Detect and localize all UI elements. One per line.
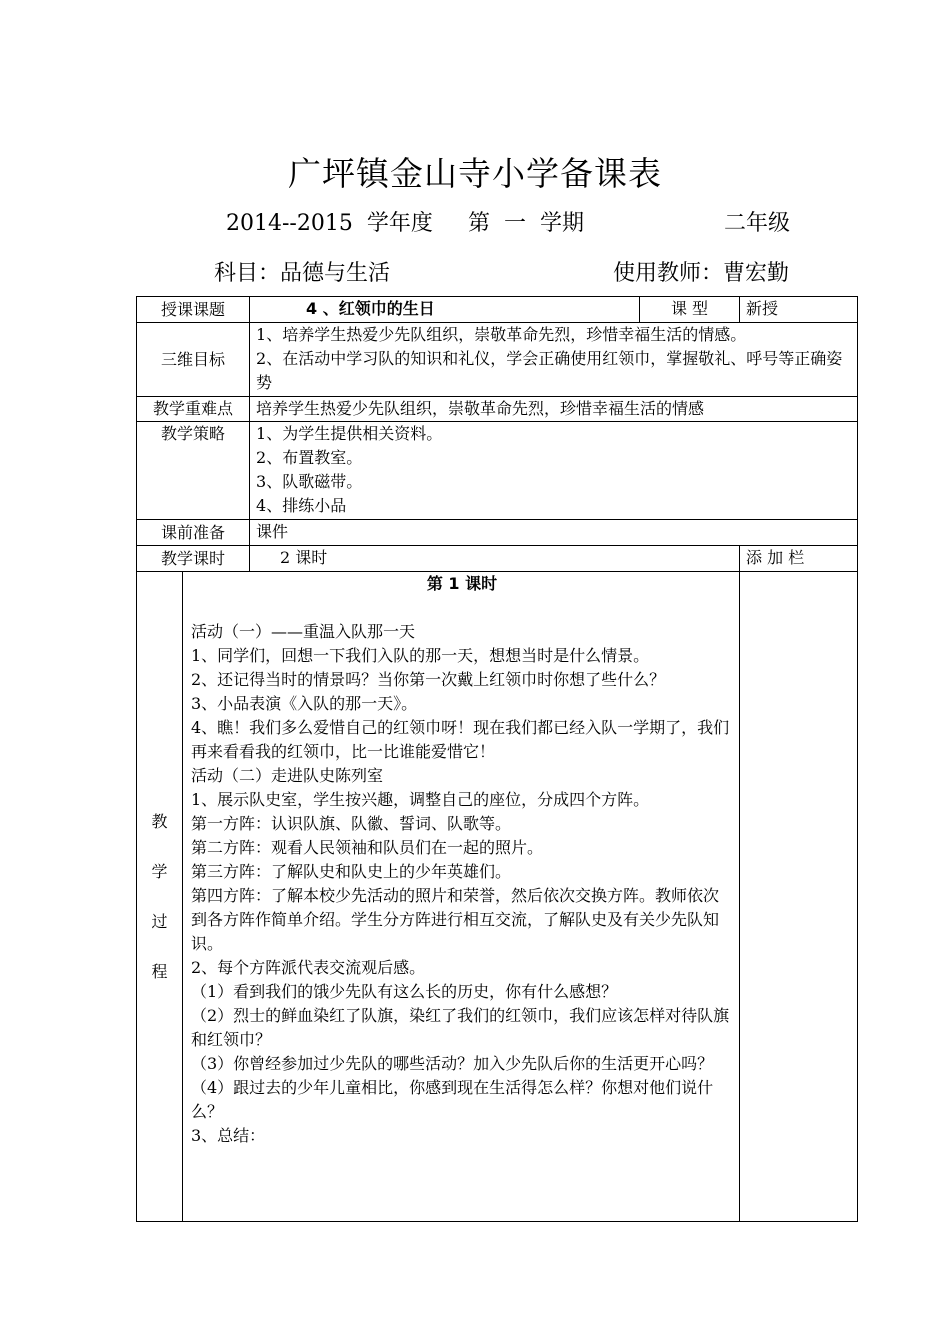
strategy-item: 4、排练小品 [256, 496, 347, 515]
process-line: 3、小品表演《入队的那一天》。 [191, 694, 418, 713]
strategy-label: 教学策略 [137, 422, 250, 520]
grade: 二年级 [724, 211, 791, 236]
strategy-item: 1、为学生提供相关资料。 [256, 424, 443, 443]
addcol-cell [740, 572, 858, 1222]
process-label-char: 教 [151, 811, 168, 831]
process-line: （3）你曾经参加过少先队的哪些活动？加入少先队后你的生活更开心吗？ [191, 1054, 714, 1073]
lesson-title: 第 1 课时 [426, 574, 498, 593]
hours-value: 2 课时 [250, 546, 740, 572]
process-line: 1、展示队史室，学生按兴趣，调整自己的座位，分成四个方阵。 [191, 790, 650, 809]
hours-row [137, 546, 858, 572]
key-value: 培养学生热爱少先队组织，崇敬革命先烈，珍惜幸福生活的情感 [250, 397, 858, 422]
process-line: 第三方阵：了解队史和队史上的少年英雄们。 [191, 862, 512, 881]
process-label-char: 程 [151, 961, 168, 981]
process-label [137, 572, 183, 1222]
addcol-label: 添 加 栏 [740, 546, 858, 572]
goal-item: 2、在活动中学习队的知识和礼仪，学会正确使用红领巾，掌握敬礼、呼号等正确姿势 [256, 349, 843, 392]
topic-label: 授课课题 [137, 297, 250, 323]
school-year: 2014--2015 学年度 [226, 211, 433, 236]
hours-label: 教学课时 [137, 546, 250, 572]
process-line: 活动（二）走进队史陈列室 [191, 766, 384, 785]
strategy-item: 2、布置教室。 [256, 448, 363, 467]
process-line: 4、瞧！我们多么爱惜自己的红领巾呀！现在我们都已经入队一学期了，我们再来看看我的红领巾，比一比谁能爱惜它！ [191, 718, 730, 761]
strategy-cell [250, 422, 858, 520]
topic-value: 4 、红领巾的生日 [250, 297, 640, 323]
strategy-item: 3、队歌磁带。 [256, 472, 363, 491]
page-title: 广坪镇金山寺小学备课表 [288, 154, 662, 193]
process-row [137, 572, 858, 1222]
topic-row [137, 297, 858, 323]
process-line: （1）看到我们的饿少先队有这么长的历史，你有什么感想？ [191, 982, 618, 1001]
goals-row [137, 323, 858, 397]
process-line: 1、同学们，回想一下我们入队的那一天，想想当时是什么情景。 [191, 646, 650, 665]
process-content [183, 572, 740, 1222]
prep-row [137, 520, 858, 546]
goal-item: 1、培养学生热爱少先队组织，崇敬革命先烈，珍惜幸福生活的情感。 [256, 325, 747, 344]
teacher: 使用教师：曹宏勤 [613, 261, 790, 286]
process-label-char: 学 [151, 861, 168, 881]
key-label: 教学重难点 [137, 397, 250, 422]
process-line: 第二方阵：观看人民领袖和队员们在一起的照片。 [191, 838, 544, 857]
process-line: 第一方阵：认识队旗、队徽、誓词、队歌等。 [191, 814, 512, 833]
prep-label: 课前准备 [137, 520, 250, 546]
process-label-char: 过 [151, 911, 168, 931]
type-value: 新授 [740, 297, 858, 323]
process-line: 2、还记得当时的情景吗？当你第一次戴上红领巾时你想了些什么？ [191, 670, 666, 689]
prep-value: 课件 [250, 520, 858, 546]
semester: 第 一 学期 [468, 211, 584, 236]
goals-cell [250, 323, 858, 397]
process-line: 第四方阵：了解本校少先活动的照片和荣誉，然后依次交换方阵。教师依次到各方阵作简单介绍。学生分方阵进行相互交流，了解队史及有关少先队知识。 [191, 886, 720, 953]
process-line: 活动（一）——重温入队那一天 [191, 622, 416, 641]
process-line: 2、每个方阵派代表交流观后感。 [191, 958, 426, 977]
type-label: 课 型 [640, 297, 740, 323]
key-row [137, 397, 858, 422]
goals-label: 三维目标 [137, 323, 250, 397]
subject: 科目：品德与生活 [214, 261, 391, 286]
process-line: （4）跟过去的少年儿童相比，你感到现在生活得怎么样？你想对他们说什么？ [191, 1078, 714, 1121]
strategy-row [137, 422, 858, 520]
lesson-plan-table [136, 296, 858, 1222]
process-blank [191, 596, 733, 620]
process-line: （2）烈士的鲜血染红了队旗，染红了我们的红领巾，我们应该怎样对待队旗和红领巾？ [191, 1006, 730, 1049]
process-line: 3、总结： [191, 1126, 266, 1145]
